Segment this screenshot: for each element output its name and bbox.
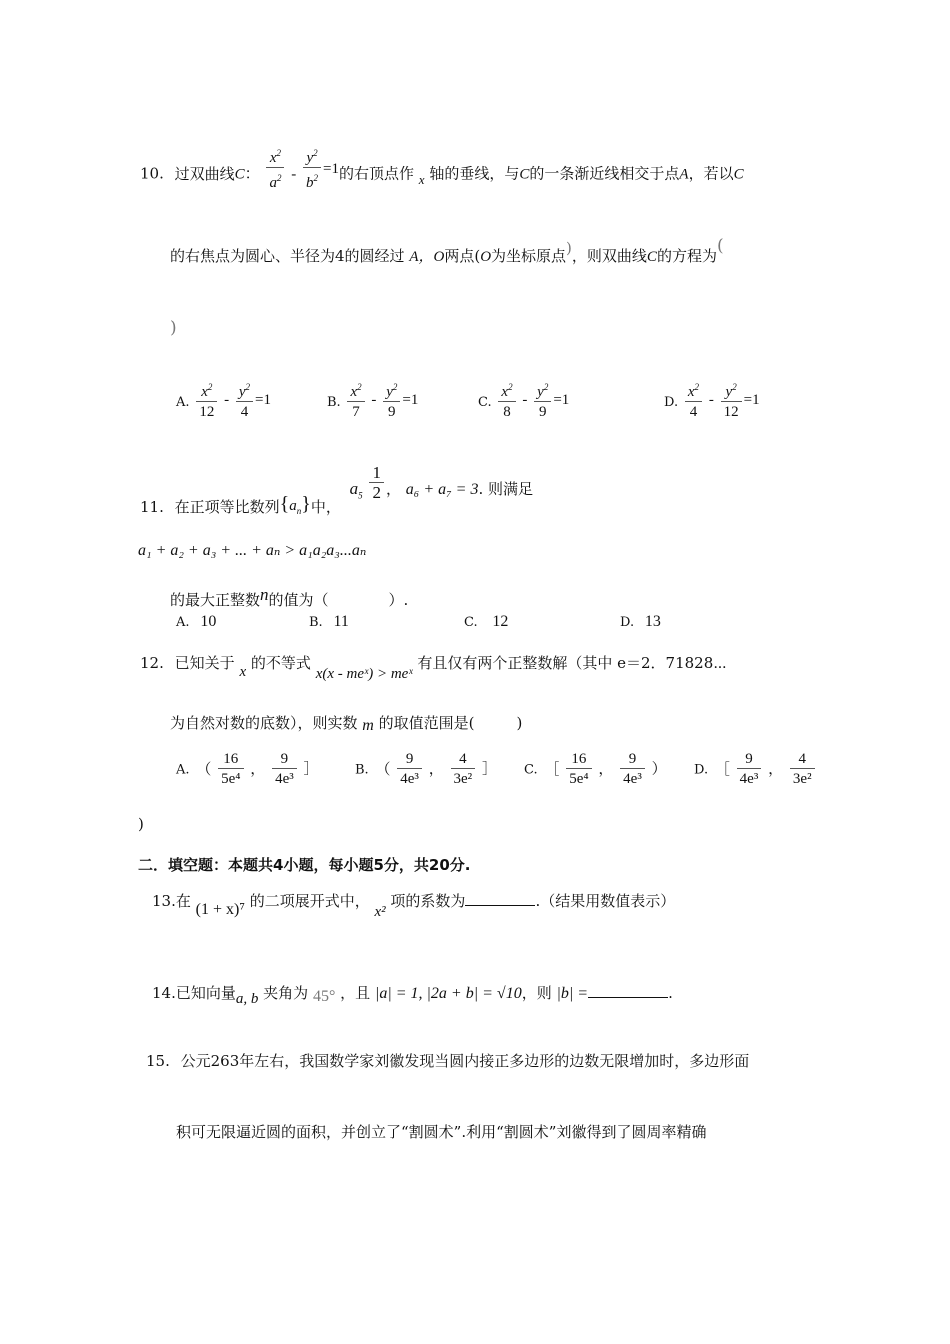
q12-line2a: 为自然对数的底数），则实数 (170, 714, 358, 732)
q10-paren-open: ( (716, 236, 724, 256)
q10-text4: 的一条渐近线相交于点 (529, 164, 680, 183)
q10-o: O (480, 249, 492, 265)
q11-text1: 在正项等比数列 (174, 497, 280, 516)
frac: $\frac{x^2}{8}$ (498, 378, 515, 422)
q13-expr: (1 + x)⁷ (195, 901, 245, 918)
frac: $\frac{y^2}{12}$ (721, 378, 742, 422)
q10-colon: ： (244, 164, 260, 183)
q11-text2: 中， (310, 497, 341, 516)
frac: $\frac{16}{\text{5e⁴}}$ (218, 750, 243, 789)
q15-line1 (146, 1050, 749, 1071)
frac: $\frac{9}{\text{4e³}}$ (397, 750, 422, 789)
q14-text3: ，则 (521, 984, 552, 1002)
frac: $\frac{16}{\text{5e⁴}}$ (566, 750, 591, 789)
q13-text3: .（结果用数值表示） (535, 892, 676, 910)
q10-ao: A，O (409, 249, 445, 265)
frac: $\frac{4}{\text{3e²}}$ (790, 750, 815, 789)
frac: $\frac{y^2}{9}$ (383, 378, 400, 422)
q14-vectors: a, b (235, 991, 259, 1007)
frac: $\frac{x^2}{7}$ (347, 378, 364, 422)
q13-number: 13.在 (152, 892, 191, 910)
q12-x: x (239, 664, 247, 680)
q10-x: x (418, 171, 425, 187)
q12-text2: 的不等式 (250, 654, 311, 672)
q10-option-a: A. $\frac{x^2}{12}$ - $\frac{y^2}{4}$ =1 (176, 378, 271, 422)
q10-number: 10. (140, 164, 164, 183)
q13-line (152, 890, 676, 920)
q12-option-d: D. ［ $\frac{9}{\text{4e³}}$ ， $\frac{4}{\text{3e²}}$ (694, 750, 817, 789)
q12-number: 12. (140, 654, 164, 672)
q11-sum: a₆ + a₇ = 3 (405, 480, 479, 498)
q12-line2c: ) (516, 714, 523, 732)
frac: $\frac{y^2}{4}$ (236, 378, 253, 422)
q11-option-b: B. 11 (309, 613, 349, 630)
q11-line1 (140, 463, 534, 516)
frac: $\frac{4}{\text{3e²}}$ (451, 750, 476, 789)
q13-x2: x² (374, 904, 386, 920)
q14-text1: 夹角为 (263, 984, 309, 1002)
q10-c: C (234, 166, 245, 183)
q10-line2e: 的方程为 (656, 247, 717, 265)
q10-c2: C (519, 166, 530, 183)
q10-c3: C (733, 166, 744, 183)
q10-frac-x: $\frac{x^2}{a^2}$ (266, 144, 284, 193)
q14-text2: ，且 (340, 984, 371, 1002)
q12-text3: 有且仅有两个正整数解（其中 e＝2．71828⋯ (417, 654, 727, 672)
q12-option-c: C. ［ $\frac{16}{\text{5e⁴}}$ ， $\frac{9}{\text{4e³}}$ ） (524, 751, 667, 787)
q15-line2: 积可无限逼近圆的面积，并创立了“割圆术”.利用“割圆术”刘徽得到了圆周率精确 (176, 1123, 707, 1141)
q11-line3c: ）. (388, 591, 409, 609)
q11-option-d: D. 13 (620, 613, 661, 630)
frac: $\frac{9}{\text{4e³}}$ (620, 750, 645, 789)
q12-inequality: x(x - meˣ) > meˣ (315, 666, 413, 682)
option-label: B. (327, 395, 341, 410)
q14-angle: 45° (312, 988, 336, 1005)
option-label: D. (664, 395, 679, 410)
q11-n: n (260, 585, 269, 604)
q11-option-a: A. 10 (176, 613, 217, 630)
q12-text1: 已知关于 (174, 654, 235, 672)
q12-line2 (170, 712, 522, 733)
q10-frac-y: $\frac{y^2}{b^2}$ (303, 144, 321, 193)
frac: $\frac{9}{\text{4e³}}$ (737, 750, 762, 789)
q14-condition: |a| = 1, |2a + b| = √10 (374, 985, 522, 1002)
q10-paren-end: ) (170, 318, 177, 338)
frac: $\frac{9}{\text{4e³}}$ (272, 750, 297, 789)
q11-line3b: 的值为（ (268, 591, 329, 609)
q13-text2: 项的系数为 (390, 892, 466, 910)
q12-m: m (362, 717, 374, 734)
q10-option-c: C. $\frac{x^2}{8}$ - $\frac{y^2}{9}$ =1 (478, 378, 569, 422)
q10-text5: ，若以 (688, 164, 734, 183)
q11-option-c: C. 12 (464, 613, 509, 630)
frac: $\frac{x^2}{4}$ (685, 378, 702, 422)
q13-text1: 的二项展开式中， (249, 892, 370, 910)
q11-line3 (170, 585, 409, 610)
q11-half: $\frac{1}{2}$ (369, 464, 384, 503)
q10-line2d: ，则双曲线 (571, 247, 647, 265)
q10-text3: 轴的垂线，与 (429, 164, 520, 183)
q10-paren-close: ) (566, 239, 572, 257)
q13-answer-blank[interactable] (465, 905, 535, 906)
q12-line2b: 的取值范围是( (378, 714, 475, 732)
q10-line2 (170, 236, 724, 266)
q12-option-b: B. （ $\frac{9}{\text{4e³}}$ ， $\frac{4}{\text{3e²}}$ ］ (355, 751, 497, 787)
q11-comma: ， (385, 479, 401, 498)
q11-an: $\{a_n\}$ (279, 492, 311, 516)
option-label: C. (478, 395, 492, 410)
q12-trailing-paren: ) (138, 815, 144, 833)
q10-a: A (679, 166, 689, 183)
q10-text2: 的右顶点作 (339, 164, 415, 183)
q12-line1 (140, 652, 727, 682)
q11-a5: $a_5$ (349, 478, 363, 500)
q11-line3a: 的最大正整数 (170, 591, 261, 609)
section-title: 二．填空题：本题共4小题，每小题5分，共20分. (138, 856, 471, 874)
q11-text4: . 则满足 (478, 479, 534, 498)
q10-line1: 10. 过双曲线C： $\frac{x^2}{a^2}$ - $\frac{y^2}{b^2}$ =1的右顶点作 x 轴的垂线，与C的一条渐近线相交于点A，若以C (140, 150, 744, 199)
q14-number: 14.已知向量 (152, 984, 236, 1002)
frac: $\frac{x^2}{12}$ (196, 378, 217, 422)
q10-c4: C (646, 249, 657, 265)
q10-option-b: B. $\frac{x^2}{7}$ - $\frac{y^2}{9}$ =1 (327, 378, 418, 422)
q11-number: 11. (140, 497, 164, 516)
q10-line2c: 为坐标原点 (491, 247, 567, 265)
q10-line2a: 的右焦点为圆心、半径为4的圆经过 (170, 247, 405, 265)
q15-number: 15. (146, 1052, 170, 1070)
frac: $\frac{y^2}{9}$ (534, 378, 551, 422)
q14-line (152, 982, 673, 1007)
q14-ask: |b| = (556, 985, 589, 1002)
q11-inequality: a₁ + a₂ + a₃ + ... + aₙ > a₁a₂a₃...aₙ (138, 542, 367, 559)
q15-text1: 公元263年左右，我国数学家刘徽发现当圆内接正多边形的边数无限增加时，多边形面 (180, 1052, 750, 1070)
q10-line2b: 两点( (444, 247, 481, 265)
q12-option-a: A. （ $\frac{16}{\text{5e⁴}}$ ， $\frac{9}{\text{4e³}}$ ］ (176, 751, 319, 787)
q14-dot: . (668, 984, 673, 1002)
option-label: A. (176, 395, 190, 410)
q10-eq-rhs: =1 (323, 160, 339, 177)
q14-answer-blank[interactable] (588, 997, 668, 998)
q10-text: 过双曲线 (174, 164, 235, 183)
q10-option-d: D. $\frac{x^2}{4}$ - $\frac{y^2}{12}$ =1 (664, 378, 760, 422)
